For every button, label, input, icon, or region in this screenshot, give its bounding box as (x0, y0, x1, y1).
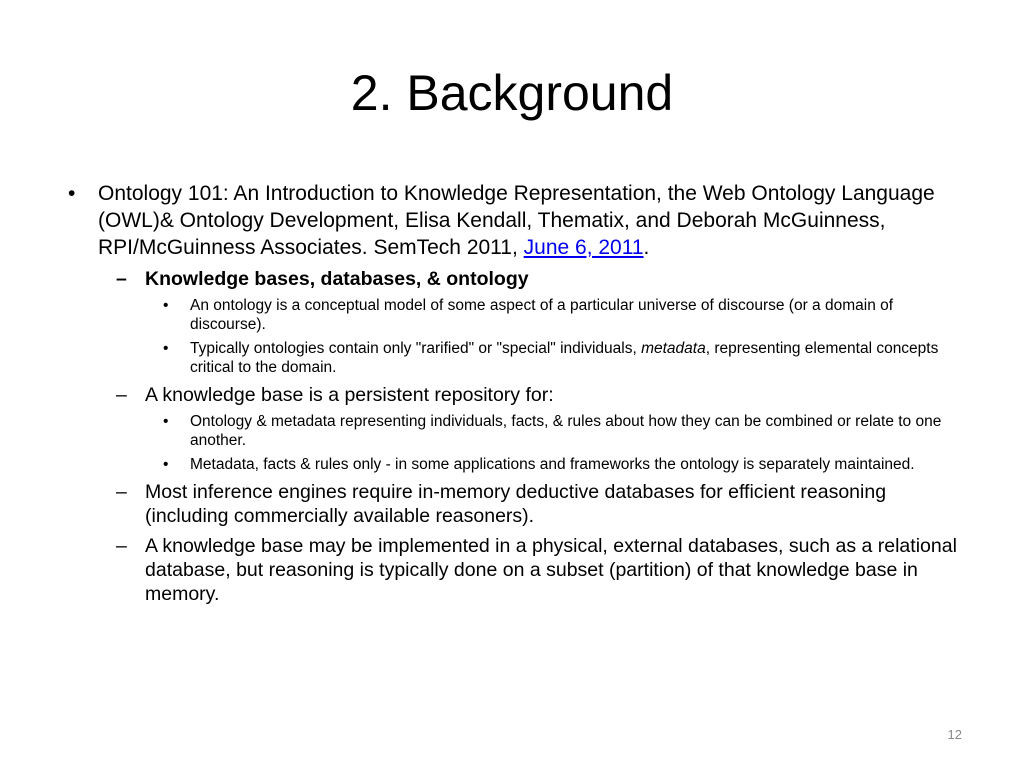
reference-suffix: . (643, 236, 650, 259)
point-text-before: Typically ontologies contain only "rarified" or "special" individuals, (190, 340, 642, 357)
point-metadata-only (60, 455, 970, 474)
reference-date-link[interactable]: June 6, 2011 (523, 236, 644, 259)
bullet-dot-icon: • (163, 413, 169, 430)
point-text-after: , representing elemental concepts critical to the domain. (190, 340, 939, 376)
point-text: A knowledge base may be implemented in a physical, external databases, such as a relational database, but reasoning is typically done on a subset (partition) of that knowledge base in memory. (145, 535, 957, 605)
point-text: Most inference engines require in-memory deductive databases for efficient reasoning (including commercially available reasoners). (145, 481, 887, 527)
point-text: Ontology & metadata representing individuals, facts, & rules about how they can be combined or relate to one another. (190, 413, 942, 449)
bullet-dot-icon: • (68, 182, 76, 205)
subheading-knowledge-bases (60, 267, 970, 291)
subheading-text: A knowledge base is a persistent repository for: (145, 384, 554, 406)
point-text: An ontology is a conceptual model of some aspect of a particular universe of discourse (or a domain of discourse). (190, 297, 894, 333)
subheading-knowledge-base-repository (60, 383, 970, 407)
point-text-italic: metadata (641, 340, 706, 357)
point-ontology-definition (60, 296, 970, 334)
point-ontology-individuals (60, 339, 970, 377)
subheading-text: Knowledge bases, databases, & ontology (145, 268, 529, 290)
point-text: Metadata, facts & rules only - in some applications and frameworks the ontology is separately maintained. (190, 456, 915, 473)
dash-bullet-icon: – (116, 268, 127, 290)
bullet-dot-icon: • (163, 456, 169, 473)
dash-bullet-icon: – (116, 481, 127, 503)
bullet-dot-icon: • (163, 297, 169, 314)
point-ontology-metadata (60, 412, 970, 450)
dash-bullet-icon: – (116, 535, 127, 557)
slide-content (60, 180, 970, 610)
page-number: 12 (947, 727, 962, 742)
reference-text: Ontology 101: An Introduction to Knowledge Representation, the Web Ontology Language (OWL)& Ontology Development, Elisa Kendall, Thematix, and Deborah McGuinness, RPI/McGuinness Associates. SemTech 2011, (98, 182, 935, 259)
slide-title: 2. Background (350, 65, 674, 121)
point-inference-engines (60, 480, 970, 528)
dash-bullet-icon: – (116, 384, 127, 406)
bullet-item-reference (60, 180, 970, 261)
bullet-dot-icon: • (163, 340, 169, 357)
point-knowledge-base-implementation (60, 534, 970, 606)
